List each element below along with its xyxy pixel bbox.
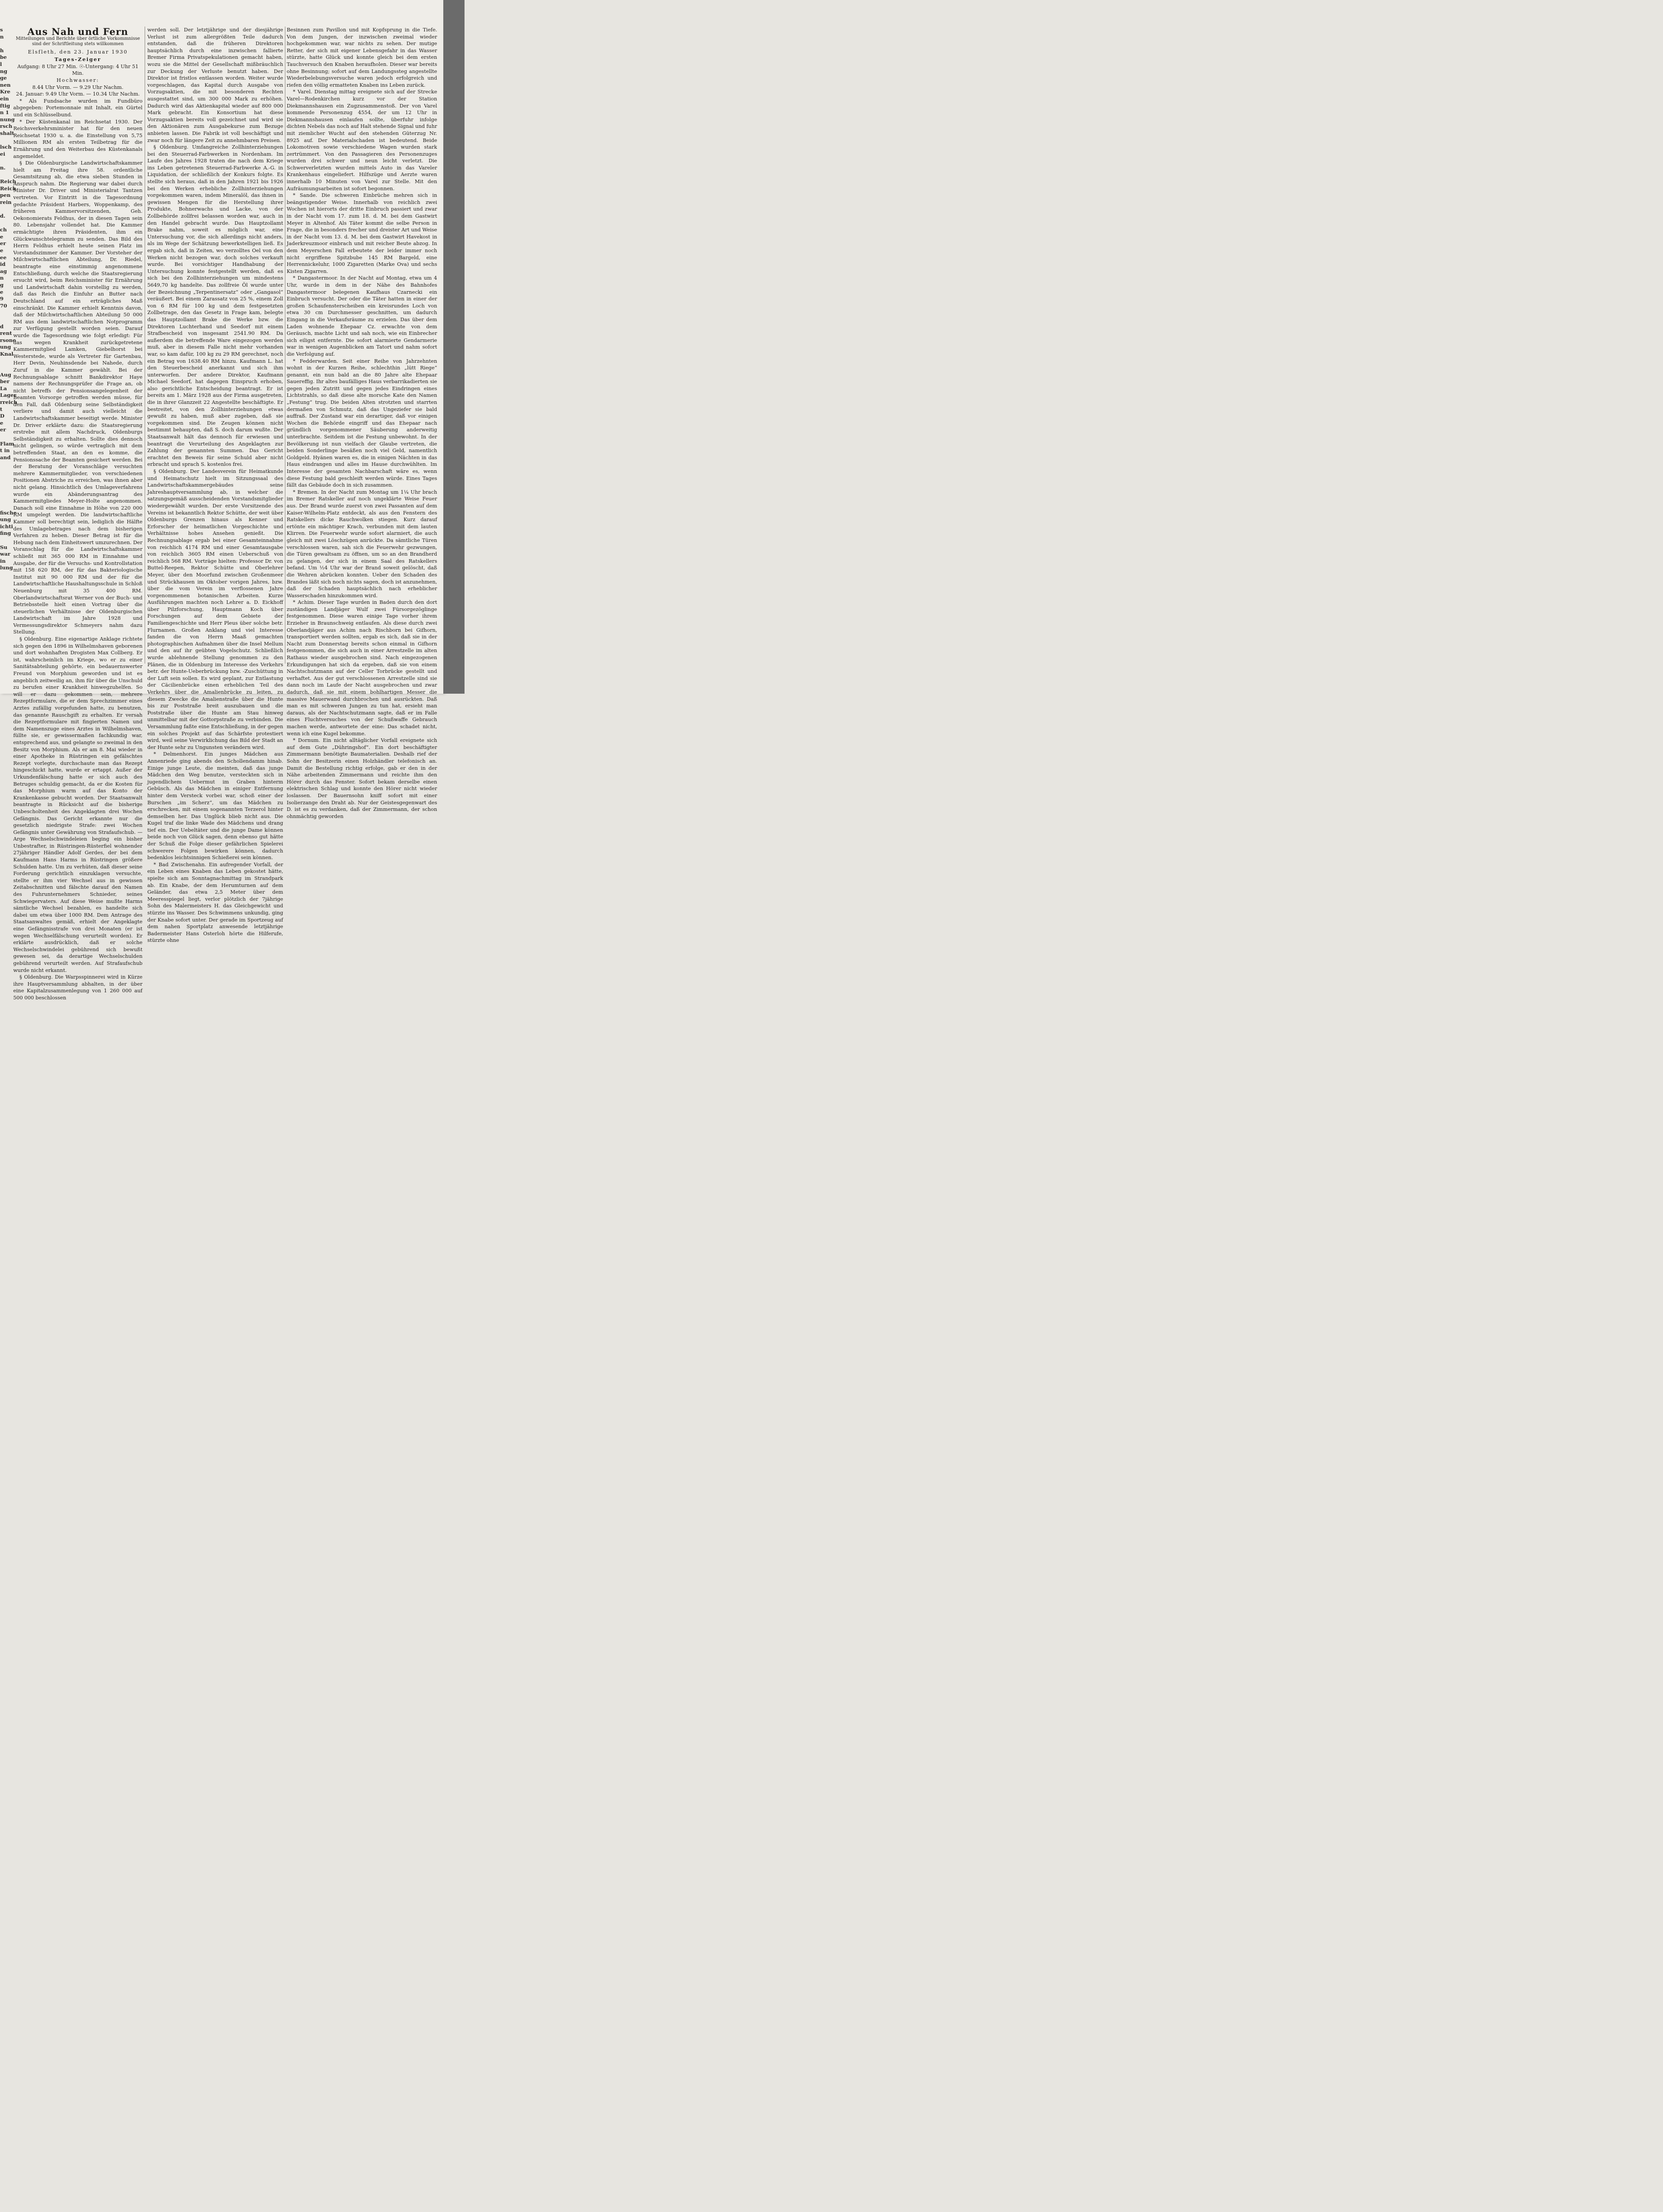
left-strip-fragment: pen	[0, 192, 11, 199]
left-strip-fragment: ichti	[0, 523, 13, 530]
left-strip-fragment: and	[0, 454, 11, 461]
left-strip-fragment	[0, 434, 13, 441]
left-strip-fragment	[0, 654, 13, 661]
column-2	[147, 27, 283, 944]
left-strip-fragment: e	[0, 247, 4, 253]
left-strip-fragment	[0, 206, 13, 213]
article-landwirtschaftskammer: § Die Oldenburgische Landwirtschaftskammer hielt am Freitag ihre 58. ordentliche Gesamtsitzung ab, die etwa sieben Stunden in Anspruch nahm. Die Regierung war dabei durch Minister Dr. Driver und Ministerialrat Tantzen vertreten. Vor Eintritt in die Tagesordnung gedachte Präsident Harbers, Woppenkamp, des früheren Kammervorsitzenden, Geh. Oekonomierats Feldhus, der in diesen Tagen sein 80. Lebensjahr vollendet hat. Die Kammer ermächtigte ihren Präsidenten, ihm ein Glückwunschtelegramm zu senden. Das Bild des Herrn Feldhus erhielt heute seinen Platz im Vorstandszimmer der Kammer. Der Vorsteher der Milchwirtschaftlichen Abteilung, Dr. Riedel, beantragte eine einstimmig angenommene Entschließung, durch welche die Staatsregierung ersucht wird, beim Reichsminister für Ernährung und Landwirtschaft dahin vorstellig zu werden, daß das Reich die Einfuhr an Butter nach Deutschland auf ein erträgliches Maß einschränkt. Die Kammer erhielt Kenntnis davon, daß der Milchwirtschaftlichen Abteilung 50 000 RM aus dem landwirtschaftlichen Notprogramm zur Verfügung gestellt worden seien. Darauf wurde die Tagesordnung wie folgt erledigt: Für das wegen Krankheit zurückgetretene Kammermitglied Lamken, Giebelhorst bei Westerstede, wurde als Vertreter für Gartenbau, Herr Devin, Neuhinsdende bei Nahede, durch Zuruf in die Kammer gewählt. Bei der Rechnungsablage schnitt Bankdirektor Haye namens der Rechnungsprüfer die Frage an, ob nicht betreffs der Pensionsangelegenheit der Beamten Vorsorge getroffen werden müsse, für den Fall, daß Oldenburg seine Selbständigkeit verliere und damit auch vielleicht die Landwirtschaftskammer beseitigt werde. Minister Dr. Driver erklärte dazu: die Staatsregierung erstrebe mit allem Nachdruck, Oldenburgs Selbständigkeit zu erhalten. Sollte dies dennoch nicht gelingen, so würde vertraglich mit dem betreffenden Staat, an den es komme, die Pensionssache der Beamten gesichert werden. Bei der Beratung der Voranschläge versuchten mehrere Kammermitglieder, von verschiedenen Positionen Abstriche zu erreichen, was ihnen aber nicht gelang. Hinsichtlich des Umlageverfahrens wurde ein Abänderungsantrag des Kammermitgliedes Meyer-Holte angenommen. Danach soll eine Einnahme in Höhe von 220 000 RM umgelegt werden. Die landwirtschaftliche Kammer soll berechtigt sein, lediglich die Hälfte des Umlagebetrages nach dem bisherigen Verfahren zu heben. Dieser Betrag ist für die Hebung nach dem Einheitswert umzurechnen. Der Voranschlag für die Landwirtschaftskammer schließt mit 365 000 RM in Einnahme und Ausgabe, der für die Versuchs- und Kontrollstation mit 158 620 RM, der für das Bakteriologische Institut mit 90 000 RM und der für die Landwirtschaftliche Haushaltungsschule in Schloß Neuenburg mit 35 400 RM. Oberlandwirtschaftsrat Werner von der Buch- und Betriebsstelle hielt einen Vortrag über die steuerlichen Verhältnisse der Oldenburgischen Landwirtschaft im Jahre 1928 und Vermessungsdirektor Schmeyers nahm dazu Stellung.	[13, 160, 142, 635]
left-strip-fragment: Reich	[0, 185, 16, 192]
dateline: Elsfleth, den 23. Januar 1930	[28, 49, 128, 55]
left-strip-fragment	[0, 613, 13, 620]
article-fundsache: * Als Fundsache wurden im Fundbüro abgegeben: Portemonnaie mit Inhalt, ein Gürtel und ein Schlüsselbund.	[13, 98, 142, 118]
article-dornum: * Dornum. Ein nicht alltäglicher Vorfall ereignete sich auf dem Gute „Dühringshof“. Ein dort beschäftigter Zimmermann benötigte Baumaterialien. Deshalb rief der Sohn der Besitzerin einen Holzhändler telefonisch an. Damit die Bestellung richtig erfolge, gab er den in der Nähe arbeitenden Zimmermann und reichte ihm den Hörer durch das Fenster. Sofort bekam derselbe einen elektrischen Schlag und konnte den Hörer nicht wieder loslassen. Der Bauernsohn kniff sofort mit einer Isolierzange den Draht ab. Nur der Geistesgegenwart des D. ist es zu verdanken, daß der Zimmermann, der schon ohnmächtig geworden	[287, 737, 437, 819]
left-strip-fragment	[0, 365, 13, 372]
left-strip-fragment	[0, 661, 13, 668]
left-strip-fragment	[0, 171, 13, 178]
left-strip-fragment: t	[0, 406, 3, 412]
article-kuestenkanal: * Der Küstenkanal im Reichsetat 1930. Der Reichsverkehrsminister hat für den neuen Reichsetat 1930 u. a. die Einstellung von 5,75 Millionen RM als ersten Teilbetrag für die Ernährung und den Weiterbau des Küstenkanals angemeldet.	[13, 119, 142, 159]
left-strip-fragment	[0, 675, 13, 682]
article-zollhinterziehung: § Oldenburg. Umfangreiche Zollhinterziehungen bei den Steuerrad-Farbwerken in Nordenham. Im Laufe des Jahres 1928 traten die nach dem Kriege ins Leben getretenen Steuerrad-Farbwerke A.-G. in Liquidation, der schließlich der Konkurs folgte. Es stellte sich heraus, daß in den Jahren 1921 bis 1926 bei den Werken erhebliche Zollhinterziehungen vorgekommen waren, indem Mineralöl, das ihnen in gewissen Mengen für die Herstellung ihrer Produkte, Bohnerwachs und Lacke, von der Zollbehörde zollfrei belassen worden war, auch in den Handel gebracht wurde. Das Hauptzollamt Brake nahm, soweit es möglich war, eine Untersuchung vor, die sich allerdings nicht anders, als im Wege der Schätzung bewerkstelligen ließ. Es ergab sich, daß in Zeiten, wo verzolltes Oel von den Werken nicht bezogen war, doch solches verkauft wurde. Bei vorsichtiger Handhabung der Untersuchung konnte festgestellt werden, daß es sich bei den Zollhinterziehungen um mindestens 5649,70 kg handelte. Das zollfreie Öl wurde unter der Bezeichnung „Terpentinersatz“ oder „Gangasol“ veräußert. Bei einem Zarassatz von 25 %, einem Zoll von 6 RM für 100 kg und dem festgesetzten Zollbetrage, den das Gesetz in Frage kam, belegte das Hauptzollamt Brake die Werke bzw. die Direktoren Luchterhand und Seedorf mit einem Strafbescheid von insgesamt 2541.90 RM. Da außerdem die betreffende Ware eingezogen werden muß, aber in diesem Falle nicht mehr vorhanden war, so kam dafür, 100 kg zu 29 RM gerechnet, noch ein Betrag von 1638.40 RM hinzu. Kaufmann L. hat den Steuerbescheid anerkannt und sich ihm unterworfen. Der andere Direktor, Kaufmann Michael Seedorf, hat dagegen Einspruch erhoben, also gerichtliche Entscheidung beantragt. Er ist bereits am 1. März 1928 aus der Firma ausgetreten, die in ihrer Glanzzeit 22 Angestellte beschäftigte. Er bestreitet, von den Zollhinterziehungen etwas gewußt zu haben, muß aber zugeben, daß sie vorgekommen sind. Die Zeugen können nicht bestimmt behaupten, daß S. doch darum wußte. Der Staatsanwalt hält das dennoch für erwiesen und beantragt die Verurteilung des Angeklagten zur Zahlung der genannten Summen. Das Gericht erachtet den Beweis für seine Schuld aber nicht erbracht und sprach S. kostenlos frei.	[147, 144, 283, 468]
left-strip-fragment: ftig	[0, 102, 10, 109]
left-strip-fragment: rsone	[0, 337, 16, 343]
article-bremen: * Bremen. In der Nacht zum Montag um 1¼ Uhr brach im Bremer Ratskeller auf noch ungeklärte Weise Feuer aus. Der Brand wurde zuerst von zwei Passanten auf dem Kaiser-Wilhelm-Platz entdeckt, als aus den Fenstern des Ratskellers dicke Rauchwolken stiegen. Kurz darauf ertönte ein mächtiger Krach, verbunden mit dem lauten Klirren. Die Feuerwehr wurde sofort alarmiert, die auch gleich mit zwei Löschzügen anrückte. Da sämtliche Türen verschlossen waren, sah sich die Feuerwehr gezwungen, die Türen gewaltsam zu öffnen, um so an den Brandherd zu gelangen, der sich in einem Saal des Ratskellers befand. Um ½4 Uhr war der Brand soweit gelöscht, daß die Wehren abrücken konnten. Ueber den Schaden des Brandes läßt sich noch nichts sagen, doch ist anzunehmen, daß der Schaden hauptsächlich nach erheblicher Wasserschaden hinzukommen wird.	[287, 489, 437, 599]
left-strip-fragment	[0, 475, 13, 482]
left-strip-fragment	[0, 157, 13, 165]
left-strip-fragment	[0, 482, 13, 489]
article-warpsspinnerei-cont: werden soll. Der letztjährige und der diesjährige Verlust ist zum allergrößten Teile dadurch entstanden, daß die früheren Direktoren hauptsächlich durch eine inzwischen fallierte Bremer Firma Privatspekulationen gemacht haben, wozu sie die Mittel der Gesellschaft mißbräuchlich zur Deckung der Verluste benutzt haben. Der Direktor ist fristlos entlassen worden. Weiter wurde vorgeschlagen, das Kapital durch Ausgabe von Vorzugsaktien, die mit besonderen Rechten ausgestattet sind, um 300 000 Mark zu erhöhen. Dadurch wird das Aktienkapital wieder auf 800 000 Mark gebracht. Ein Konsortium hat diese Vorzugsaktien bereits voll gezeichnet und wird sie den Aktionären zum Ausgabekurse zum Bezuge anbieten lassen. Die Fabrik ist voll beschäftigt und zwar noch für längere Zeit zu annehmbaren Preisen.	[147, 27, 283, 143]
left-strip-fragment: rent	[0, 330, 12, 337]
article-zwischenahn-cont: Besinnen zum Pavillon und mit Kopfsprung in die Tiefe. Von dem Jungen, der inzwischen zweimal wieder hochgekommen war, war nichts zu sehen. Der mutige Retter, der sich mit eigener Lebensgefahr in das Wasser stürzte, hatte Glück und konnte gleich bei dem ersten Tauchversuch den Knaben heraufholen. Dieser war bereits ohne Besinnung; sofort auf dem Landungssteg angestellte Wiederbelebungsversuche waren jedoch erfolgreich und riefen den völlig ermatteten Knaben ins Leben zurück.	[287, 27, 437, 88]
left-strip-fragment	[0, 316, 13, 323]
left-strip-fragment: ee	[0, 254, 7, 261]
left-strip-fragment	[0, 461, 13, 468]
sun-times: Aufgang: 8 Uhr 27 Min. ☉-Untergang: 4 Uhr 51 Min.	[17, 63, 138, 77]
left-strip-fragment	[0, 682, 13, 689]
section-heading: Aus Nah und Fern	[27, 26, 129, 37]
left-strip-fragment	[0, 634, 13, 641]
article-varel: * Varel. Dienstag mittag ereignete sich auf der Strecke Varel—Rodenkirchen kurz vor der Station Diekmannshausen ein Zugzusammenstoß. Der von Varel kommende Personenzug 4554, der um 12 Uhr in Diekmannshausen einlaufen sollte, überfuhr infolge dichten Nebels das noch auf Halt stehende Signal und fuhr mit ziemlicher Wucht auf den stehenden Güterzug Nr. 8925 auf. Der Materialschaden ist bedeutend. Beide Lokomotiven sowie verschiedene Wagen wurden stark zertrümmert. Von den Passagieren des Personenzuges wurden drei schwer und neun leicht verletzt. Die Schwerverletzten wurden mittels Auto in das Vareler Krankenhaus eingeliefert. Hilfszüge und Aerzte waren innerhalb 10 Minuten von Varel zur Stelle. Mit den Aufräumungsarbeiten ist sofort begonnen.	[287, 89, 437, 192]
left-strip-fragment: ag	[0, 268, 7, 274]
left-strip-fragment: Lager	[0, 392, 16, 399]
article-oldenburg-warpsspinnerei: § Oldenburg. Die Warpsspinnerei wird in Kürze ihre Hauptversammlung abhalten, in der über eine Kapitalzusammenlegung von 1 260 000 auf 500 000 beschlossen	[13, 974, 142, 1001]
article-oldenburg-drogist: § Oldenburg. Eine eigenartige Anklage richtete sich gegen den 1896 in Wilhelmshaven geborenen und dort wohnhaften Drogisten Max Collberg. Er ist, wahrscheinlich im Kriege, wo er zu einer Sanitätsabteilung gehörte, ein bedauernswerter Freund von Morphium geworden und ist es angeblich zeitweilig an, ihm für über die Unschuld zu berufen einer Krankheit hinwegzuhelfen. So will er dazu gekommen sein, mehrere Rezeptformulare, die er dem Sprechzimmer eines Arztes zufällig vorgefunden hatte, zu benutzen, das genannte Rauschgift zu erhalten. Er versah die Rezeptformulare mit fingierten Namen und dem Namenszuge eines Arztes in Wilhelmshaven, füllte sie, er gewissermaßen fachkundig war, entsprechend aus, und gelangte so zweimal in den Besitz von Morphium. Als er am 8. Mai wieder in einer Apotheke in Rüstringen ein gefälschtes Rezept vorlegte, durchschaute man das Rezept hingeschickt hatte, wurde er ertappt. Außer der Urkundenfälschung hatte er sich auch des Betruges schuldig gemacht, da er die Kosten für das Morphium warm auf das Konto der Krankenkasse gebucht worden. Der Staatsanwalt beantragte in Rücksicht auf die bisherige Unbescholtenheit des Angeklagten drei Wochen Gefängnis. Das Gericht erkannte nur die gesetzlich niedrigste Strafe: zwei Wochen Gefängnis unter Gewährung von Strafaufschub. — Arge Wechselschwindeleien beging ein bisher Unbestrafter, in Rüstringen-Rüsterfiel wohnender 27jähriger Händler Adolf Gerdes, der bei dem Kaufmann Hans Harms in Rüstringen größere Schulden hatte. Um zu verhüten, daß dieser seine Forderung gerichtlich einzuklagen versuchte, stellte er ihm vier Wechsel aus in gewissen Zeitabschnitten und fälschte darauf den Namen des Fuhrunternehmers Schnieder, seines Schwiegervaters. Auf diese Weise mußte Harms sämtliche Wechsel bezahlen, es handelte sich dabei um etwa über 1000 RM. Dem Antrage des Staatsanwaltes gemäß, erhielt der Angeklagte eine Gefängnisstrafe von drei Monaten (er ist wegen Wechselfälschung verurteilt worden). Er erklärte ausdrücklich, daß er solche Wechselschwindelei gebührend sich bewußt gewesen sei, da derartige Wechselschulden gebührend verurteilt werden. Auf Strafaufschub wurde nicht erkannt.	[13, 636, 142, 973]
left-cropped-column	[0, 27, 18, 668]
left-strip-fragment: 9	[0, 296, 4, 302]
left-strip-fragment	[0, 309, 13, 316]
article-heimatverein: § Oldenburg. Der Landesverein für Heimatkunde und Heimatschutz hielt im Sitzungssaal des Landwirtschaftskammergebäudes seine Jahreshauptversammlung ab, in welcher die satzungsgemäß ausscheidenden Vorstandsmitglieder wiedergewählt wurden. Der erste Vorsitzende des Vereins ist bekanntlich Rektor Schütte, der weit über Oldenburgs Grenzen hinaus als Kenner und Erforscher der heimatlichen Vorgeschichte und Verhältnisse hohes Ansehen genießt. Die Rechnungsablage ergab bei einer Gesamteinnahme von reichlich 4174 RM und einer Gesamtausgabe von reichlich 3605 RM einen Ueberschuß von reichlich 568 RM. Vorträge hielten: Professor Dr. von Buttel-Reepen, Rektor Schütte und Oberlehrer Meyer, über den Moorfund zwischen Großenmeer und Strückhausen im Oktober vorigen Jahres, bzw. über die vom Verein im verflossenen Jahre vorgenommenen botanischen Arbeiten. Kurze Ausführungen machten noch Lehrer a. D. Eickhoff über Pilzforschung, Hauptmann Koch über Forschungen auf dem Gebiete der Familiengeschichte und Herr Pleus über solche betr. Flurnamen. Großen Anklang und viel Interesse fanden die von Herrn Maaß gemachten photographischen Aufnahmen über die Insel Mellum und den auf ihr geübten Vogelschutz. Schließlich wurde ablehnende Stellung genommen zu den Plänen, die in Oldenburg im Interesse des Verkehrs betr. der Hunte-Ueberbrückung bzw. -Zuschüttung in der Luft sein sollen. Es wird geplant, zur Entlastung der Cäcilienbrücke einen erheblichen Teil des Verkehrs über die Amalienbrücke zu leiten, zu diesem Zwecke die Amalienstraße über die Hunte bis zur Poststraße breit auszubauen und die Poststraße über die Hunte am Stau hinweg unmittelbar mit der Gottorpstraße zu verbinden. Die Versammlung faßte eine Entschließung, in der gegen ein solches Projekt auf das Schärfste protestiert wird, weil seine Verwirklichung das Bild der Stadt an der Hunte sehr zu Ungunsten verändern wird.	[147, 469, 283, 750]
left-strip-fragment	[0, 137, 13, 144]
left-strip-fragment: lung	[0, 565, 13, 571]
left-strip-fragment: Su	[0, 544, 8, 550]
left-strip-fragment	[0, 716, 13, 723]
column-3	[287, 27, 437, 819]
left-strip-fragment	[0, 696, 13, 703]
left-strip-fragment: n	[0, 275, 4, 281]
left-strip-fragment: n 1	[0, 109, 9, 116]
left-strip-fragment: n	[0, 33, 4, 40]
left-strip-fragment	[0, 703, 13, 710]
left-strip-fragment: Knal	[0, 350, 14, 357]
left-strip-fragment: ge	[0, 75, 7, 81]
left-strip-fragment	[0, 489, 13, 496]
left-strip-fragment: shalt	[0, 130, 14, 136]
left-strip-fragment	[0, 358, 13, 365]
left-strip-fragment	[0, 40, 13, 47]
left-strip-fragment: ung	[0, 516, 11, 523]
left-strip-fragment	[0, 620, 13, 627]
left-strip-fragment: Kre	[0, 88, 11, 95]
article-bad-zwischenahn: * Bad Zwischenahn. Ein aufregender Vorfall, der ein Leben eines Knaben das Leben gekostet hätte, spielte sich am Sonntagnachmittag im Strandpark ab. Ein Knabe, der dem Herumturnen auf dem Geländer, das etwa 2,5 Meter über dem Meeresspiegel liegt, verlor plötzlich der 7jährige Sohn des Malermeisters H. das Gleichgewicht und stürzte ins Wasser. Des Schwimmens unkundig, ging der Knabe sofort unter. Der gerade im Sportzeug auf dem nahen Sportplatz anwesende letztjährige Badermeister Hans Osterloh hörte die Hilferufe, stürzte ohne	[147, 861, 283, 944]
left-strip-fragment	[0, 668, 13, 675]
left-strip-fragment: n.	[0, 164, 6, 171]
left-strip-fragment: be	[0, 54, 7, 61]
left-strip-fragment: ng	[0, 68, 8, 74]
article-sande: * Sande. Die schweren Einbrüche mehren sich in beängstigender Weise. Innerhalb von reichlich zwei Wochen ist hierorts der dritte Einbruch passiert und zwar in der Nacht vom 17. zum 18. d. M. bei dem Gastwirt Meyer in Altenhof. Als Täter kommt die selbe Person in Frage, die in besonders frecher und dreister Art und Weise in der Nacht vom 13. d. M. bei dem Gastwirt Havekost in Jaderkreuzmoor einbrach und mit reicher Beute abzog. In dem Meyerschen Fall erbeutete der leider immer noch nicht ergriffene Spitzbube 145 RM Bargeld, eine Herrennickeluhr, 1000 Zigaretten (Marke Ova) und sechs Kisten Zigarren.	[287, 192, 437, 274]
left-strip-fragment: s	[0, 27, 3, 33]
left-strip-fragment: La	[0, 385, 7, 392]
left-strip-fragment: id	[0, 261, 6, 268]
page-edge-background	[443, 0, 465, 694]
left-strip-fragment	[0, 710, 13, 717]
left-strip-fragment	[0, 647, 13, 654]
hochwasser-line-2: 24. Januar: 9.49 Uhr Vorm. — 10.34 Uhr Nachm.	[16, 91, 140, 97]
left-strip-fragment: g	[0, 281, 4, 288]
left-strip-fragment: e	[0, 233, 4, 240]
left-strip-fragment: fische	[0, 509, 17, 516]
left-strip-fragment	[0, 641, 13, 648]
newspaper-page	[0, 0, 443, 1001]
article-dangastermoor: * Dangastermoor. In der Nacht auf Montag, etwa um 4 Uhr, wurde in dem in der Nähe des Bahnhofes Dangastermoor belegenen Kaufhaus Czarnecki ein Einbruch versucht. Der oder die Täter hatten in einer der großen Schaufensterscheiben ein kreisrundes Loch von etwa 30 cm Durchmesser geschnitten, um dadurch Eingang in die Verkaufsräume zu erzielen. Das über dem Laden wohnende Ehepaar Cz. erwachte von dem Geräusch, machte Licht und sah noch, wie ein Einbrecher sich eiligst entfernte. Die sofort alarmierte Gendarmerie war in wenigen Augenblicken am Tatort und nahm sofort die Verfolgung auf.	[287, 275, 437, 357]
left-strip-fragment: e	[0, 288, 4, 295]
left-strip-fragment: Aug	[0, 371, 12, 378]
left-strip-fragment	[0, 537, 13, 544]
left-strip-fragment	[0, 220, 13, 227]
left-strip-fragment: ung	[0, 344, 11, 350]
left-strip-fragment: l	[0, 61, 2, 67]
left-strip-fragment: ein	[0, 95, 9, 102]
left-strip-fragment: ber	[0, 378, 10, 385]
left-strip-fragment: war	[0, 551, 11, 557]
left-strip-fragment: rein	[0, 199, 12, 205]
left-strip-fragment: D	[0, 413, 4, 419]
left-strip-fragment: nen	[0, 81, 11, 88]
left-strip-fragment	[0, 468, 13, 475]
left-strip-fragment	[0, 572, 13, 579]
left-strip-fragment: ch	[0, 227, 7, 233]
left-strip-fragment: Flam	[0, 440, 15, 447]
left-strip-fragment: fing	[0, 530, 11, 537]
article-fedderwarden: * Fedderwarden. Seit einer Reihe von Jahrzehnten wohnt in der Kurzen Reihe, schlechthin „lütt Riege“ genannt, ein nun bald an die 80 Jahre alte Ehepaar Sauereffig. Ihr altes baufälliges Haus verbarrikadierten sie gegen jeden Zutritt und gegen jedes Eindringen eines Lichtstrahls, so daß diese alte morsche Kate den Namen „Festung“ trug. Die beiden Alten strotzten und starrten dermaßen von Schmutz, daß das Ungeziefer sie bald auffraß. Der Zustand war ein derartiger, daß vor einigen Wochen die Behörde eingriff und das Ehepaar nach gründlich vorgenommener Säuberung anderweitig unterbrachte. Seitdem ist die Festung unbewohnt. In der Bevölkerung ist nun vielfach der Glaube vertreten, die beiden Sonderlinge besäßen noch viel Geld, namentlich Goldgeld. Hyänen waren es, die in einigen Nächten in das Haus eindrangen und alles im Hause durchwühlten. Im Interesse der gesamten Nachbarschaft wäre es, wenn diese Festung bald geschleift werden würde. Eines Tages fällt das Gebäude doch in sich zusammen.	[287, 358, 437, 488]
tageszeiger-title: Tages-Zeiger	[54, 56, 101, 63]
left-strip-fragment: d.	[0, 213, 6, 219]
left-strip-fragment: 70	[0, 302, 8, 309]
left-strip-fragment	[0, 579, 13, 586]
hochwasser-line-1: 8.44 Uhr Vorm. — 9.29 Uhr Nachm.	[32, 84, 123, 90]
left-strip-fragment: e	[0, 419, 4, 426]
left-strip-fragment: er	[0, 426, 6, 433]
left-strip-fragment	[0, 592, 13, 599]
left-strip-fragment: t in	[0, 447, 10, 454]
left-strip-fragment: nung	[0, 116, 15, 123]
left-strip-fragment: ei	[0, 150, 5, 157]
left-strip-fragment: h	[0, 47, 4, 54]
hochwasser-title: Hochwasser:	[56, 77, 100, 83]
left-strip-fragment	[0, 585, 13, 592]
left-strip-fragment: rsch	[0, 123, 12, 130]
left-strip-fragment	[0, 503, 13, 510]
left-strip-fragment: rreich	[0, 399, 18, 406]
left-strip-fragment	[0, 606, 13, 613]
left-strip-fragment	[0, 627, 13, 634]
article-achim: * Achim. Dieser Tage wurden in Baden durch den dort zuständigen Landjäger Wulf zwei Fürsorgezöglinge festgenommen. Diese waren einige Tage vorher ihrem Erzieher in Braunschweig entlaufen. Als diese durch zwei Oberlandjäger aus Achim nach Rischborn bei Gifhorn, transportiert werden sollten, ergab es sich, daß sie in der Nacht zum Donnerstag bereits schon einmal in Gifhorn festgenommen, die sich auch in einer Arrestzelle im alten Rathaus wieder ausgebrochen sind. Nach eingezogenen Erkundigungen hat sich da ergeben, daß sie von einem Nachtschutzmann auf der Celler Torbrücke gestellt und verhaftet. Aus der gut verschlossenen Arrestzelle sind sie dann noch im Laufe der Nacht ausgebrochen und zwar dadurch, daß sie mit einem bohlhartigen Messer die massive Mauerwand durchbrochen und ausrückten. Daß man es mit schweren Jungen zu tun hat, ersieht man daraus, als der Nachtschutzmann sagte, daß er im Falle eines Fluchtversuches von der Schußwaffe Gebrauch machen werde, antwortete der eine: Das schadet nicht, wenn ich eine Kugel bekomme.	[287, 599, 437, 737]
article-delmenhorst: * Delmenhorst. Ein junges Mädchen aus Annenriede ging abends den Schollendamm hinab. Einige junge Leute, die meinten, daß das junge Mädchen den Weg benutze, versteckten sich in jugendlichem Uebermut im Graben hinterm Gebüsch. Als das Mädchen in einiger Entfernung hinter dem Versteck vorbei war, schoß einer der Burschen „im Scherz“, um das Mädchen zu erschrecken, mit einem sogenannten Terzerol hinter demselben her. Das Unglück blieb nicht aus. Die Kugel traf die linke Wade des Mädchens und drang tief ein. Der Uebeltäter und die junge Dame können beide noch von Glück sagen, denn ebenso gut hätte der Schuß die Folge dieser gefährlichen Spielerei schwerere Folgen bewirken können, dadurch bedenklos leichtsinnigen Schießerei sein können.	[147, 751, 283, 861]
left-strip-fragment	[0, 689, 13, 696]
left-strip-fragment: Reich	[0, 178, 16, 185]
section-intro: Mitteilungen und Berichte über örtliche Vorkommnisse sind der Schriftleitung stets willkommen	[15, 36, 140, 46]
left-strip-fragment	[0, 599, 13, 606]
left-strip-fragment: in	[0, 557, 6, 564]
column-1	[13, 26, 142, 1001]
left-strip-fragment: er	[0, 240, 6, 247]
left-strip-fragment: lsch	[0, 144, 12, 150]
left-strip-fragment	[0, 495, 13, 503]
left-strip-fragment: d	[0, 323, 4, 330]
